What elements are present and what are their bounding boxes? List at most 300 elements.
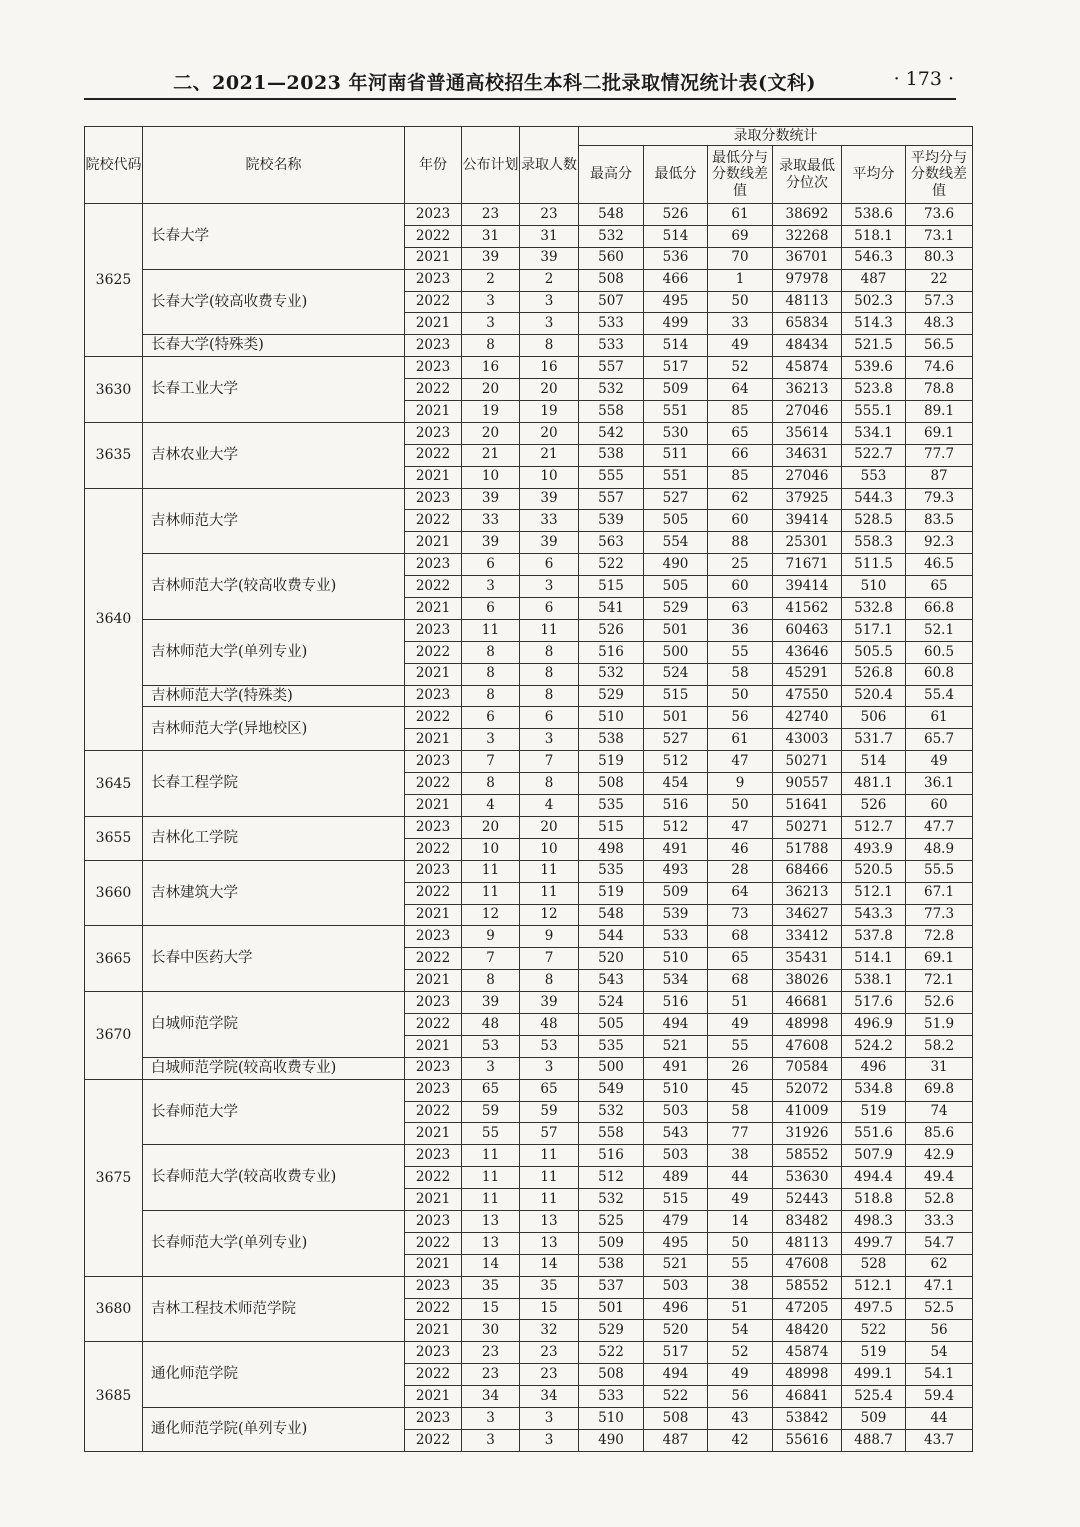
avg-score-cell: 539.6 — [842, 357, 906, 379]
min-diff-cell: 47 — [708, 816, 773, 838]
year-cell: 2023 — [405, 1342, 462, 1364]
plan-cell: 2 — [462, 269, 520, 291]
min-rank-cell: 48434 — [773, 335, 842, 357]
admit-cell: 3 — [520, 1429, 579, 1451]
min-rank-cell: 52443 — [773, 1189, 842, 1211]
min-rank-cell: 47550 — [773, 685, 842, 707]
min-score-cell: 516 — [644, 992, 708, 1014]
max-score-cell: 538 — [579, 444, 644, 466]
min-score-cell: 529 — [644, 598, 708, 620]
avg-diff-cell: 60 — [906, 795, 973, 817]
school-name: 长春大学(较高收费专业) — [143, 269, 405, 335]
table-row — [85, 422, 973, 444]
max-score-cell: 532 — [579, 379, 644, 401]
col-header-year: 年份 — [405, 127, 462, 204]
table-row — [85, 1210, 973, 1232]
year-cell: 2021 — [405, 970, 462, 992]
col-header-min: 最低分 — [644, 146, 708, 204]
avg-score-cell: 526.8 — [842, 663, 906, 685]
min-rank-cell: 48420 — [773, 1320, 842, 1342]
year-cell: 2023 — [405, 269, 462, 291]
min-rank-cell: 39414 — [773, 576, 842, 598]
avg-diff-cell: 56.5 — [906, 335, 973, 357]
min-diff-cell: 54 — [708, 1320, 773, 1342]
school-name: 长春工程学院 — [143, 751, 405, 817]
plan-cell: 3 — [462, 313, 520, 335]
plan-cell: 6 — [462, 598, 520, 620]
min-rank-cell: 53630 — [773, 1167, 842, 1189]
avg-score-cell: 520.5 — [842, 860, 906, 882]
school-name: 长春师范大学(单列专业) — [143, 1210, 405, 1276]
avg-diff-cell: 60.5 — [906, 641, 973, 663]
min-diff-cell: 52 — [708, 1342, 773, 1364]
min-rank-cell: 36213 — [773, 379, 842, 401]
avg-diff-cell: 46.5 — [906, 554, 973, 576]
max-score-cell: 555 — [579, 466, 644, 488]
min-score-cell: 494 — [644, 1364, 708, 1386]
min-diff-cell: 49 — [708, 335, 773, 357]
min-score-cell: 487 — [644, 1429, 708, 1451]
table-row — [85, 335, 973, 357]
min-diff-cell: 36 — [708, 619, 773, 641]
year-cell: 2023 — [405, 816, 462, 838]
max-score-cell: 535 — [579, 860, 644, 882]
min-score-cell: 503 — [644, 1276, 708, 1298]
table-row — [85, 1079, 973, 1101]
admit-cell: 20 — [520, 422, 579, 444]
plan-cell: 10 — [462, 466, 520, 488]
avg-diff-cell: 48.3 — [906, 313, 973, 335]
min-rank-cell: 48113 — [773, 291, 842, 313]
avg-score-cell: 525.4 — [842, 1386, 906, 1408]
year-cell: 2023 — [405, 1145, 462, 1167]
plan-cell: 3 — [462, 729, 520, 751]
avg-diff-cell: 83.5 — [906, 510, 973, 532]
min-rank-cell: 70584 — [773, 1057, 842, 1079]
avg-diff-cell: 58.2 — [906, 1035, 973, 1057]
admit-cell: 12 — [520, 904, 579, 926]
min-score-cell: 515 — [644, 685, 708, 707]
school-code: 3640 — [85, 488, 143, 751]
max-score-cell: 548 — [579, 204, 644, 226]
plan-cell: 8 — [462, 335, 520, 357]
year-cell: 2022 — [405, 510, 462, 532]
avg-diff-cell: 74 — [906, 1101, 973, 1123]
avg-score-cell: 488.7 — [842, 1429, 906, 1451]
max-score-cell: 532 — [579, 663, 644, 685]
avg-score-cell: 510 — [842, 576, 906, 598]
school-code: 3625 — [85, 204, 143, 357]
min-diff-cell: 50 — [708, 795, 773, 817]
avg-score-cell: 523.8 — [842, 379, 906, 401]
avg-score-cell: 517.1 — [842, 619, 906, 641]
year-cell: 2022 — [405, 838, 462, 860]
avg-diff-cell: 47.1 — [906, 1276, 973, 1298]
min-score-cell: 520 — [644, 1320, 708, 1342]
year-cell: 2022 — [405, 1013, 462, 1035]
min-score-cell: 512 — [644, 816, 708, 838]
avg-diff-cell: 54 — [906, 1342, 973, 1364]
min-score-cell: 530 — [644, 422, 708, 444]
admit-cell: 39 — [520, 992, 579, 1014]
school-name: 吉林工程技术师范学院 — [143, 1276, 405, 1342]
admit-cell: 11 — [520, 1189, 579, 1211]
min-score-cell: 517 — [644, 1342, 708, 1364]
school-name: 吉林师范大学 — [143, 488, 405, 554]
min-diff-cell: 51 — [708, 992, 773, 1014]
school-name: 通化师范学院 — [143, 1342, 405, 1408]
col-header-min-rank: 录取最低分位次 — [773, 146, 842, 204]
avg-score-cell: 521.5 — [842, 335, 906, 357]
avg-score-cell: 514.1 — [842, 948, 906, 970]
admit-cell: 39 — [520, 247, 579, 269]
min-diff-cell: 55 — [708, 1254, 773, 1276]
school-name: 吉林师范大学(特殊类) — [143, 685, 405, 707]
year-cell: 2021 — [405, 1320, 462, 1342]
plan-cell: 20 — [462, 816, 520, 838]
school-code: 3660 — [85, 860, 143, 926]
avg-diff-cell: 87 — [906, 466, 973, 488]
admit-cell: 31 — [520, 225, 579, 247]
avg-diff-cell: 72.8 — [906, 926, 973, 948]
plan-cell: 23 — [462, 1342, 520, 1364]
avg-diff-cell: 65.7 — [906, 729, 973, 751]
plan-cell: 35 — [462, 1276, 520, 1298]
avg-score-cell: 499.1 — [842, 1364, 906, 1386]
plan-cell: 8 — [462, 773, 520, 795]
admit-cell: 23 — [520, 1342, 579, 1364]
min-diff-cell: 50 — [708, 1232, 773, 1254]
max-score-cell: 557 — [579, 357, 644, 379]
avg-score-cell: 522 — [842, 1320, 906, 1342]
admit-cell: 39 — [520, 532, 579, 554]
min-rank-cell: 45874 — [773, 1342, 842, 1364]
min-diff-cell: 49 — [708, 1013, 773, 1035]
min-diff-cell: 66 — [708, 444, 773, 466]
plan-cell: 3 — [462, 291, 520, 313]
plan-cell: 8 — [462, 641, 520, 663]
year-cell: 2023 — [405, 1210, 462, 1232]
min-diff-cell: 69 — [708, 225, 773, 247]
plan-cell: 11 — [462, 860, 520, 882]
min-diff-cell: 51 — [708, 1298, 773, 1320]
min-diff-cell: 58 — [708, 1101, 773, 1123]
school-name: 吉林农业大学 — [143, 422, 405, 488]
plan-cell: 6 — [462, 554, 520, 576]
page-number: · 173 · — [893, 68, 954, 90]
avg-score-cell: 520.4 — [842, 685, 906, 707]
avg-score-cell: 551.6 — [842, 1123, 906, 1145]
admit-cell: 8 — [520, 641, 579, 663]
min-rank-cell: 41562 — [773, 598, 842, 620]
min-diff-cell: 50 — [708, 291, 773, 313]
min-diff-cell: 88 — [708, 532, 773, 554]
avg-score-cell: 518.8 — [842, 1189, 906, 1211]
plan-cell: 8 — [462, 685, 520, 707]
school-name: 吉林师范大学(较高收费专业) — [143, 554, 405, 620]
plan-cell: 3 — [462, 1429, 520, 1451]
min-score-cell: 500 — [644, 641, 708, 663]
min-diff-cell: 43 — [708, 1407, 773, 1429]
admit-cell: 11 — [520, 860, 579, 882]
year-cell: 2023 — [405, 1276, 462, 1298]
min-rank-cell: 35431 — [773, 948, 842, 970]
min-rank-cell: 51641 — [773, 795, 842, 817]
school-name: 吉林化工学院 — [143, 816, 405, 860]
min-diff-cell: 46 — [708, 838, 773, 860]
year-cell: 2021 — [405, 663, 462, 685]
min-score-cell: 508 — [644, 1407, 708, 1429]
table-row — [85, 860, 973, 882]
year-cell: 2022 — [405, 225, 462, 247]
school-name: 长春中医药大学 — [143, 926, 405, 992]
avg-diff-cell: 77.7 — [906, 444, 973, 466]
avg-diff-cell: 77.3 — [906, 904, 973, 926]
plan-cell: 11 — [462, 619, 520, 641]
max-score-cell: 508 — [579, 773, 644, 795]
col-header-max: 最高分 — [579, 146, 644, 204]
max-score-cell: 526 — [579, 619, 644, 641]
avg-diff-cell: 47.7 — [906, 816, 973, 838]
school-code: 3665 — [85, 926, 143, 992]
avg-score-cell: 512.1 — [842, 882, 906, 904]
year-cell: 2023 — [405, 685, 462, 707]
school-name: 吉林师范大学(单列专业) — [143, 619, 405, 685]
min-rank-cell: 25301 — [773, 532, 842, 554]
year-cell: 2021 — [405, 466, 462, 488]
max-score-cell: 543 — [579, 970, 644, 992]
min-rank-cell: 41009 — [773, 1101, 842, 1123]
max-score-cell: 538 — [579, 1254, 644, 1276]
min-score-cell: 499 — [644, 313, 708, 335]
admit-cell: 57 — [520, 1123, 579, 1145]
plan-cell: 16 — [462, 357, 520, 379]
admit-cell: 3 — [520, 576, 579, 598]
min-diff-cell: 44 — [708, 1167, 773, 1189]
admit-cell: 4 — [520, 795, 579, 817]
max-score-cell: 529 — [579, 685, 644, 707]
min-diff-cell: 85 — [708, 401, 773, 423]
min-diff-cell: 55 — [708, 1035, 773, 1057]
plan-cell: 3 — [462, 1057, 520, 1079]
plan-cell: 19 — [462, 401, 520, 423]
avg-score-cell: 534.1 — [842, 422, 906, 444]
table-row — [85, 707, 973, 729]
admit-cell: 11 — [520, 1145, 579, 1167]
avg-diff-cell: 49.4 — [906, 1167, 973, 1189]
min-score-cell: 491 — [644, 1057, 708, 1079]
admit-cell: 34 — [520, 1386, 579, 1408]
min-rank-cell: 58552 — [773, 1145, 842, 1167]
max-score-cell: 558 — [579, 1123, 644, 1145]
max-score-cell: 498 — [579, 838, 644, 860]
avg-diff-cell: 49 — [906, 751, 973, 773]
min-rank-cell: 58552 — [773, 1276, 842, 1298]
min-score-cell: 533 — [644, 926, 708, 948]
max-score-cell: 512 — [579, 1167, 644, 1189]
min-rank-cell: 47608 — [773, 1035, 842, 1057]
min-rank-cell: 46681 — [773, 992, 842, 1014]
avg-diff-cell: 55.4 — [906, 685, 973, 707]
col-header-avg: 平均分 — [842, 146, 906, 204]
col-header-plan: 公布计划 — [462, 127, 520, 204]
plan-cell: 65 — [462, 1079, 520, 1101]
avg-score-cell: 481.1 — [842, 773, 906, 795]
admit-cell: 19 — [520, 401, 579, 423]
avg-diff-cell: 60.8 — [906, 663, 973, 685]
avg-score-cell: 528 — [842, 1254, 906, 1276]
table-row — [85, 926, 973, 948]
plan-cell: 39 — [462, 488, 520, 510]
min-score-cell: 503 — [644, 1101, 708, 1123]
avg-diff-cell: 44 — [906, 1407, 973, 1429]
school-name: 吉林师范大学(异地校区) — [143, 707, 405, 751]
min-score-cell: 514 — [644, 225, 708, 247]
year-cell: 2021 — [405, 904, 462, 926]
admit-cell: 8 — [520, 773, 579, 795]
min-rank-cell: 33412 — [773, 926, 842, 948]
min-rank-cell: 37925 — [773, 488, 842, 510]
plan-cell: 11 — [462, 882, 520, 904]
min-score-cell: 495 — [644, 291, 708, 313]
plan-cell: 59 — [462, 1101, 520, 1123]
admit-cell: 53 — [520, 1035, 579, 1057]
max-score-cell: 535 — [579, 1035, 644, 1057]
avg-score-cell: 497.5 — [842, 1298, 906, 1320]
table-row — [85, 1342, 973, 1364]
year-cell: 2022 — [405, 1232, 462, 1254]
year-cell: 2023 — [405, 619, 462, 641]
max-score-cell: 533 — [579, 313, 644, 335]
plan-cell: 55 — [462, 1123, 520, 1145]
avg-diff-cell: 31 — [906, 1057, 973, 1079]
year-cell: 2021 — [405, 729, 462, 751]
max-score-cell: 549 — [579, 1079, 644, 1101]
year-cell: 2023 — [405, 751, 462, 773]
school-code: 3635 — [85, 422, 143, 488]
year-cell: 2023 — [405, 926, 462, 948]
year-cell: 2022 — [405, 379, 462, 401]
year-cell: 2022 — [405, 773, 462, 795]
avg-score-cell: 534.8 — [842, 1079, 906, 1101]
min-rank-cell: 48998 — [773, 1013, 842, 1035]
min-rank-cell: 90557 — [773, 773, 842, 795]
year-cell: 2022 — [405, 882, 462, 904]
max-score-cell: 558 — [579, 401, 644, 423]
plan-cell: 13 — [462, 1232, 520, 1254]
avg-score-cell: 499.7 — [842, 1232, 906, 1254]
min-rank-cell: 31926 — [773, 1123, 842, 1145]
max-score-cell: 533 — [579, 1386, 644, 1408]
table-row — [85, 1407, 973, 1429]
max-score-cell: 490 — [579, 1429, 644, 1451]
min-rank-cell: 46841 — [773, 1386, 842, 1408]
min-score-cell: 539 — [644, 904, 708, 926]
min-diff-cell: 28 — [708, 860, 773, 882]
avg-diff-cell: 67.1 — [906, 882, 973, 904]
min-score-cell: 454 — [644, 773, 708, 795]
min-diff-cell: 65 — [708, 948, 773, 970]
avg-score-cell: 519 — [842, 1342, 906, 1364]
min-diff-cell: 63 — [708, 598, 773, 620]
min-score-cell: 521 — [644, 1254, 708, 1276]
school-code: 3670 — [85, 992, 143, 1080]
plan-cell: 8 — [462, 663, 520, 685]
year-cell: 2023 — [405, 204, 462, 226]
avg-diff-cell: 52.5 — [906, 1298, 973, 1320]
admit-cell: 16 — [520, 357, 579, 379]
admit-cell: 3 — [520, 1407, 579, 1429]
avg-score-cell: 519 — [842, 1101, 906, 1123]
plan-cell: 30 — [462, 1320, 520, 1342]
table-row — [85, 357, 973, 379]
admit-cell: 8 — [520, 663, 579, 685]
max-score-cell: 522 — [579, 1342, 644, 1364]
min-score-cell: 551 — [644, 401, 708, 423]
year-cell: 2022 — [405, 641, 462, 663]
max-score-cell: 529 — [579, 1320, 644, 1342]
avg-diff-cell: 54.7 — [906, 1232, 973, 1254]
school-name: 长春大学 — [143, 204, 405, 270]
school-name: 白城师范学院 — [143, 992, 405, 1058]
plan-cell: 11 — [462, 1167, 520, 1189]
avg-score-cell: 509 — [842, 1407, 906, 1429]
plan-cell: 13 — [462, 1210, 520, 1232]
min-score-cell: 493 — [644, 860, 708, 882]
max-score-cell: 515 — [579, 816, 644, 838]
max-score-cell: 548 — [579, 904, 644, 926]
min-rank-cell: 42740 — [773, 707, 842, 729]
admit-cell: 65 — [520, 1079, 579, 1101]
min-score-cell: 516 — [644, 795, 708, 817]
avg-score-cell: 543.3 — [842, 904, 906, 926]
min-score-cell: 536 — [644, 247, 708, 269]
max-score-cell: 563 — [579, 532, 644, 554]
max-score-cell: 544 — [579, 926, 644, 948]
min-diff-cell: 62 — [708, 488, 773, 510]
year-cell: 2021 — [405, 1189, 462, 1211]
plan-cell: 39 — [462, 992, 520, 1014]
avg-diff-cell: 22 — [906, 269, 973, 291]
avg-diff-cell: 69.8 — [906, 1079, 973, 1101]
admit-cell: 11 — [520, 1167, 579, 1189]
admit-cell: 3 — [520, 1057, 579, 1079]
admit-cell: 7 — [520, 751, 579, 773]
school-code: 3645 — [85, 751, 143, 817]
min-diff-cell: 26 — [708, 1057, 773, 1079]
min-diff-cell: 73 — [708, 904, 773, 926]
plan-cell: 11 — [462, 1189, 520, 1211]
plan-cell: 34 — [462, 1386, 520, 1408]
avg-score-cell: 487 — [842, 269, 906, 291]
year-cell: 2023 — [405, 1407, 462, 1429]
max-score-cell: 560 — [579, 247, 644, 269]
min-rank-cell: 45291 — [773, 663, 842, 685]
min-rank-cell: 36701 — [773, 247, 842, 269]
year-cell: 2021 — [405, 795, 462, 817]
min-diff-cell: 33 — [708, 313, 773, 335]
avg-diff-cell: 48.9 — [906, 838, 973, 860]
avg-score-cell: 537.8 — [842, 926, 906, 948]
max-score-cell: 522 — [579, 554, 644, 576]
year-cell: 2021 — [405, 401, 462, 423]
min-diff-cell: 65 — [708, 422, 773, 444]
avg-score-cell: 514.3 — [842, 313, 906, 335]
max-score-cell: 516 — [579, 641, 644, 663]
min-rank-cell: 32268 — [773, 225, 842, 247]
min-rank-cell: 68466 — [773, 860, 842, 882]
min-score-cell: 521 — [644, 1035, 708, 1057]
